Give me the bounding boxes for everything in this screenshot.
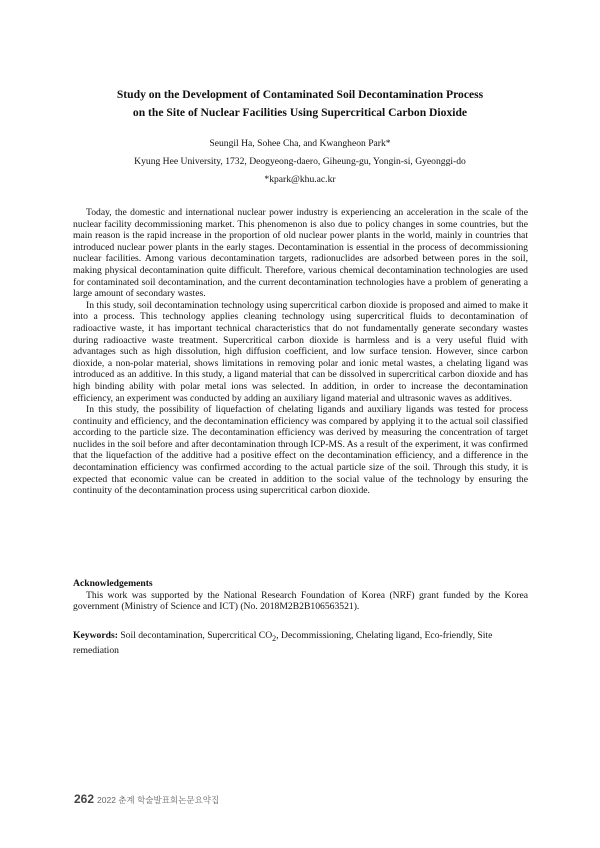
page-footer bbox=[74, 790, 219, 808]
page-number: 262 bbox=[74, 792, 95, 806]
keywords-text-start: Soil decontamination, Supercritical CO bbox=[117, 630, 273, 641]
acknowledgements-text: This work was supported by the National Research Foundation of Korea (NRF) grant funded by the Korea government (Ministry of Science and ICT) (No. 2018M2B2B106563521). bbox=[73, 589, 528, 613]
corresponding-email: *kpark@khu.ac.kr bbox=[264, 174, 336, 185]
abstract-paragraph-2: In this study, soil decontamination technology using supercritical carbon dioxide is proposed and aimed to make it into a process. This technology applies cleaning technology using supercritical fluids to decontamination of radioactive waste, it has important technical characteristics that do not fundamentally generate secondary wastes during radioactive waste treatment. Supercritical carbon dioxide is harmless and is a very useful fluid with advantages such as high dissolution, high diffusion coefficient, and low surface tension. However, since carbon dioxide, a non-polar material, shows limitations in removing polar and ionic metal wastes, a chelating ligand was introduced as an additive. In this study, a ligand material that can be dissolved in supercritical carbon dioxide and has high binding ability with polar metal ions was selected. In addition, in order to increase the decontamination efficiency, an experiment was conducted by adding an auxiliary ligand material and ultrasonic waves as additives. bbox=[73, 299, 528, 404]
abstract-paragraph-1: Today, the domestic and international nuclear power industry is experiencing an acceleration in the scale of the nuclear facility decommissioning market. This phenomenon is also due to policy changes in some countries, but the main reason is the rapid increase in the proportion of old nuclear power plants in the world, mainly in countries that introduced nuclear power plants in the early stages. Decontamination is essential in the process of decommissioning nuclear facilities. Among various decontamination targets, radionuclides are adsorbed between pores in the soil, making physical decontamination quite difficult. Therefore, various chemical decontamination technologies are used for contaminated soil decontamination, and the current decontamination technologies have a problem of generating a large amount of secondary wastes. bbox=[73, 207, 528, 300]
keywords-section bbox=[73, 630, 528, 656]
paper-title bbox=[60, 86, 540, 122]
keywords-label: Keywords: bbox=[73, 630, 118, 641]
keywords-subscript: 2 bbox=[272, 633, 277, 643]
abstract-paragraph-3: In this study, the possibility of liquefaction of chelating ligands and auxiliary ligands was tested for process continuity and efficiency, and the decontamination efficiency was compared by applying it to the actual soil classified according to the particle size. The decontamination efficiency was derived by measuring the concentration of target nuclides in the soil before and after decontamination through ICP-MS. As a result of the experiment, it was confirmed that the liquefaction of the additive had a positive effect on the decontamination efficiency, and a difference in the decontamination efficiency was confirmed according to the actual particle size of the soil. Through this study, it is expected that economic value can be created in addition to the social value of the technology by ensuring the continuity of the decontamination process using supercritical carbon dioxide. bbox=[73, 404, 528, 497]
title-line-2: on the Site of Nuclear Facilities Using Supercritical Carbon Dioxide bbox=[132, 106, 468, 119]
acknowledgements-heading: Acknowledgements bbox=[73, 578, 153, 589]
acknowledgements-section bbox=[73, 578, 528, 613]
affiliation: Kyung Hee University, 1732, Deogyeong-daero, Giheung-gu, Yongin-si, Gyeonggi-do bbox=[134, 156, 466, 167]
author-list: Seungil Ha, Sohee Cha, and Kwangheon Park* bbox=[209, 138, 391, 149]
abstract-body bbox=[73, 207, 528, 497]
proceedings-name: 2022 춘계 학술발표회논문요약집 bbox=[97, 795, 220, 805]
keywords-text-end: , Decommissioning, Chelating ligand, Eco-friendly, Site remediation bbox=[73, 630, 493, 656]
title-line-1: Study on the Development of Contaminated Soil Decontamination Process bbox=[116, 88, 484, 101]
